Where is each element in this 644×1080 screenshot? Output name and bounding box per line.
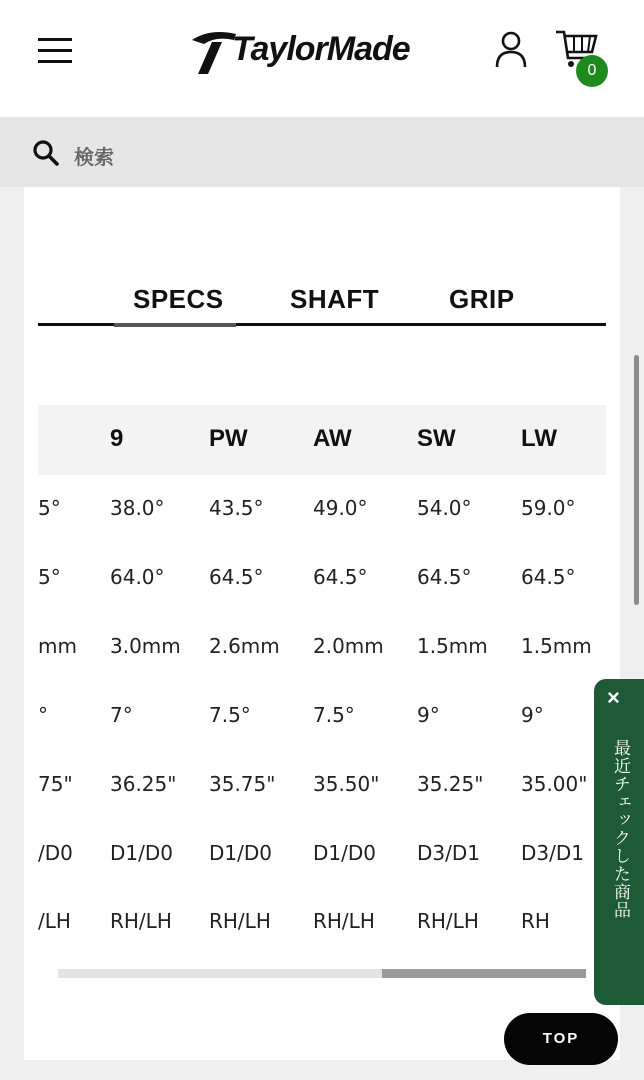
table-cell: 5°	[38, 496, 61, 520]
table-cell: 35.50"	[313, 772, 380, 796]
table-cell: 9°	[417, 703, 440, 727]
table-cell: 5°	[38, 565, 61, 589]
table-cell: RH/LH	[313, 909, 375, 933]
close-icon[interactable]: ×	[607, 685, 620, 710]
table-cell: 49.0°	[313, 496, 368, 520]
table-cell: 7.5°	[313, 703, 355, 727]
column-header: LW	[521, 425, 557, 452]
column-header: PW	[209, 425, 248, 452]
search-bar[interactable]	[0, 117, 644, 187]
table-cell: 59.0°	[521, 496, 576, 520]
taylormade-logo[interactable]	[190, 24, 452, 78]
table-cell: 35.25"	[417, 772, 484, 796]
tab-shaft[interactable]: SHAFT	[290, 284, 380, 314]
table-cell: 2.0mm	[313, 634, 384, 658]
back-to-top-button[interactable]: TOP	[504, 1013, 618, 1065]
search-icon	[32, 139, 60, 167]
table-cell: 36.25"	[110, 772, 177, 796]
cart-count-badge: 0	[576, 55, 608, 87]
column-header: 9	[110, 425, 124, 452]
hamburger-icon[interactable]	[38, 36, 74, 64]
table-cell: RH/LH	[417, 909, 479, 933]
table-cell: 64.5°	[209, 565, 264, 589]
table-horizontal-scrollbar[interactable]	[58, 969, 586, 978]
table-header-row	[38, 405, 606, 475]
table-cell: /LH	[38, 909, 71, 933]
search-placeholder[interactable]: 検索	[74, 145, 114, 169]
table-cell: D3/D1	[521, 841, 584, 865]
table-cell: 43.5°	[209, 496, 264, 520]
table-scroll-thumb[interactable]	[382, 969, 586, 978]
site-header	[0, 0, 644, 117]
table-row	[38, 903, 606, 943]
table-cell: 1.5mm	[521, 634, 592, 658]
recently-viewed-label[interactable]: 最近チェックした商品	[610, 739, 630, 919]
page-scrollbar-thumb[interactable]	[634, 355, 639, 605]
logo-t-mark-icon	[190, 26, 238, 76]
table-cell: mm	[38, 634, 77, 658]
table-cell: RH/LH	[209, 909, 271, 933]
table-cell: °	[38, 703, 48, 727]
recently-viewed-panel[interactable]	[594, 679, 644, 1005]
table-cell: D1/D0	[209, 841, 272, 865]
spec-tabs	[38, 280, 606, 328]
table-cell: D1/D0	[110, 841, 173, 865]
table-row	[38, 490, 606, 530]
table-row	[38, 628, 606, 668]
tab-specs[interactable]: SPECS	[133, 284, 224, 314]
table-cell: D3/D1	[417, 841, 480, 865]
tab-active-indicator	[114, 323, 236, 327]
table-cell: 64.5°	[313, 565, 368, 589]
table-cell: 35.75"	[209, 772, 276, 796]
table-cell: 7°	[110, 703, 133, 727]
table-cell: 64.5°	[521, 565, 576, 589]
table-cell: 2.6mm	[209, 634, 280, 658]
table-cell: D1/D0	[313, 841, 376, 865]
table-cell: 38.0°	[110, 496, 165, 520]
table-cell: 64.0°	[110, 565, 165, 589]
table-cell: 75"	[38, 772, 73, 796]
table-row	[38, 559, 606, 599]
column-header: SW	[417, 425, 456, 452]
table-cell: 54.0°	[417, 496, 472, 520]
table-cell: 1.5mm	[417, 634, 488, 658]
table-cell: 7.5°	[209, 703, 251, 727]
table-cell: 9°	[521, 703, 544, 727]
table-row	[38, 766, 606, 806]
table-cell: 35.00"	[521, 772, 588, 796]
table-row	[38, 835, 606, 875]
table-row	[38, 697, 606, 737]
table-cell: 64.5°	[417, 565, 472, 589]
logo-text: TaylorMade	[232, 30, 410, 68]
table-cell: RH	[521, 909, 550, 933]
table-cell: /D0	[38, 841, 73, 865]
table-cell: 3.0mm	[110, 634, 181, 658]
tab-grip[interactable]: GRIP	[449, 284, 515, 314]
table-cell: RH/LH	[110, 909, 172, 933]
user-icon[interactable]	[494, 30, 528, 68]
column-header: AW	[313, 425, 352, 452]
